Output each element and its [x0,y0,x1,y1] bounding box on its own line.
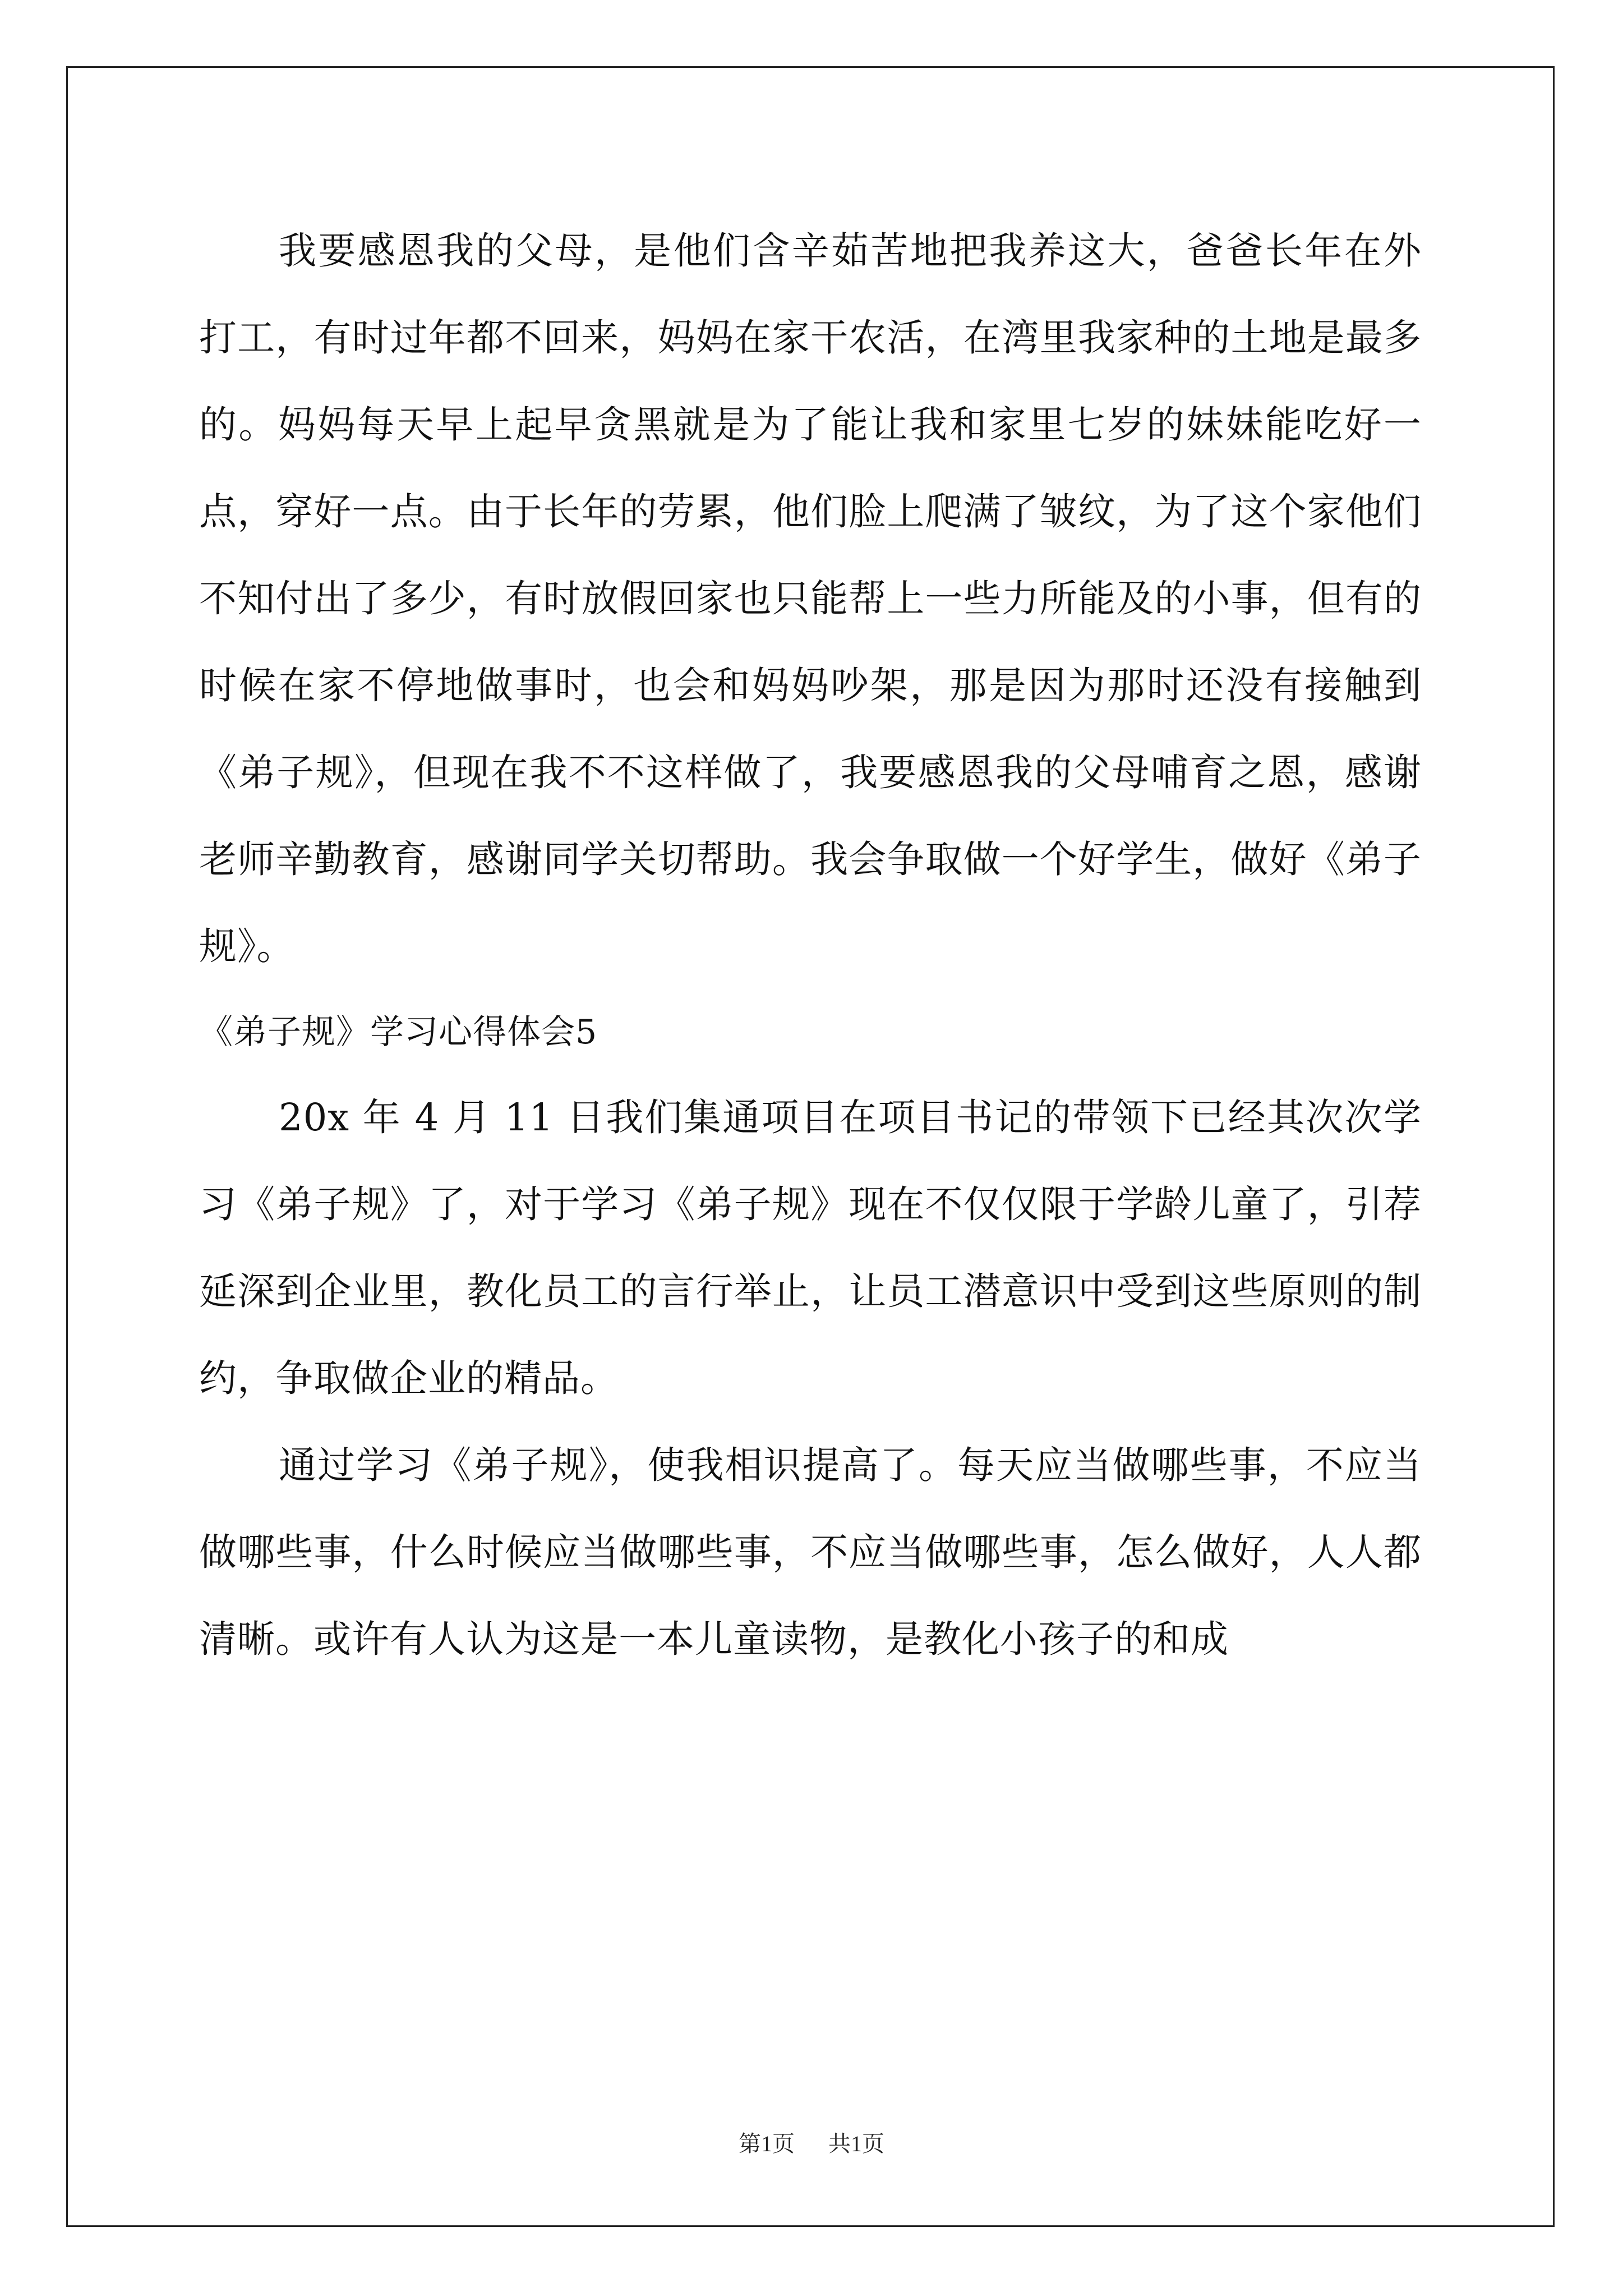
paragraph-study-effect: 通过学习《弟子规》，使我相识提高了。每天应当做哪些事，不应当做哪些事，什么时候应当做哪些事，不应当做哪些事，怎么做好，人人都清晰。或许有人认为这是一本儿童读物，是教化小孩子的和成 [199,1443,1422,1661]
paragraph-study-date: 20x 年 4 月 11 日我们集通项目在项目书记的带领下已经其次次学习《弟子规》了，对于学习《弟子规》现在不仅仅限于学龄儿童了，引荐延深到企业里，教化员工的言行举止，让员工潜意识中受到这些原则的制约，争取做企业的精品。 [199,1096,1422,1400]
document-body [199,208,1422,1683]
page-number: 第1页 [739,2131,795,2156]
page-footer [0,2126,1623,2158]
paragraph-gratitude: 我要感恩我的父母，是他们含辛茹苦地把我养这大，爸爸长年在外打工，有时过年都不回来，妈妈在家干农活，在湾里我家种的土地是最多的。妈妈每天早上起早贪黑就是为了能让我和家里七岁的妹妹能吃好一点，穿好一点。由于长年的劳累，他们脸上爬满了皱纹，为了这个家他们不知付出了多少，有时放假回家也只能帮上一些力所能及的小事，但有的时候在家不停地做事时，也会和妈妈吵架，那是因为那时还没有接触到《弟子规》，但现在我不不这样做了，我要感恩我的父母哺育之恩，感谢老师辛勤教育，感谢同学关切帮助。我会争取做一个好学生，做好《弟子规》。 [199,229,1422,968]
section-heading: 《弟子规》学习心得体会5 [199,1013,598,1052]
page-total: 共1页 [828,2131,884,2156]
